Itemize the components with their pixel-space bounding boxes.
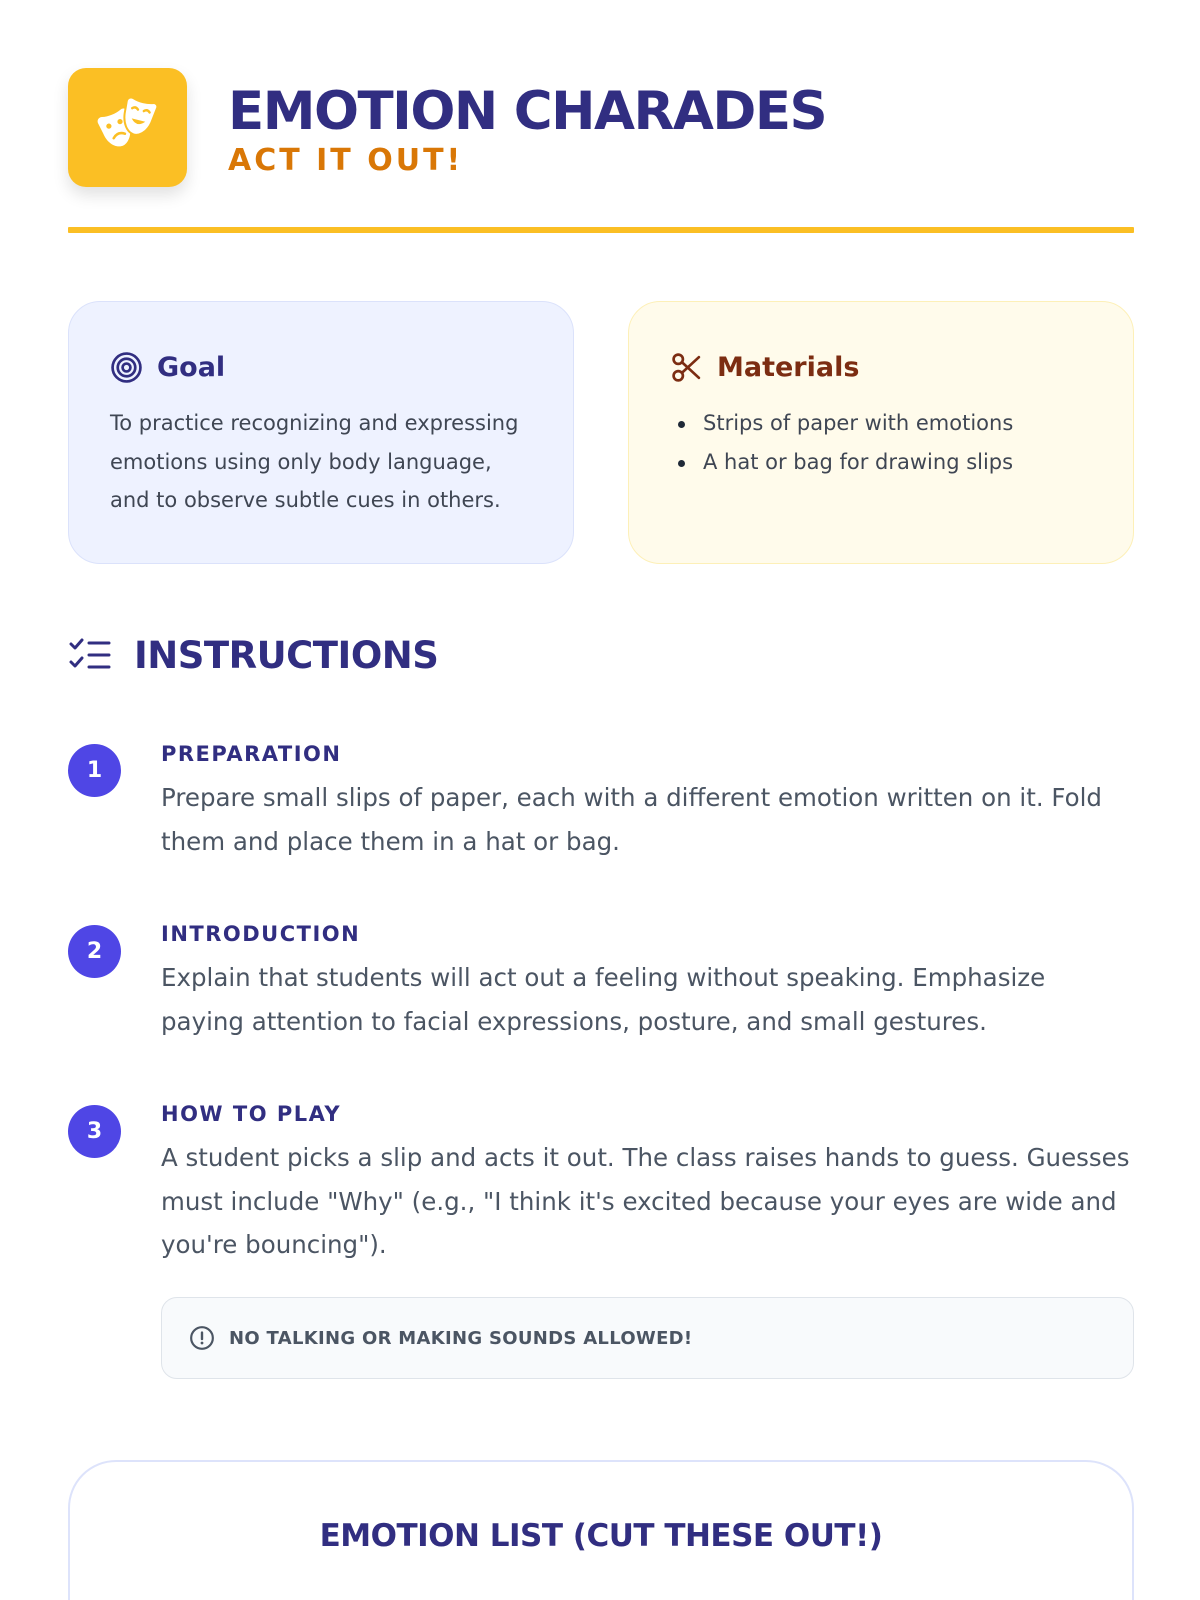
materials-title: Materials xyxy=(717,351,860,383)
goal-text: To practice recognizing and expressing emotions using only body language, and to observe subtle cues in others. xyxy=(110,411,519,512)
step-label: HOW TO PLAY xyxy=(161,1102,342,1126)
instruction-step xyxy=(68,920,1134,1043)
scissors-icon xyxy=(670,351,703,384)
goal-card xyxy=(68,301,574,564)
step-body xyxy=(161,740,1134,863)
header-divider xyxy=(68,227,1134,233)
step-text: Explain that students will act out a feeling without speaking. Emphasize paying attention to facial expressions, posture, and small gestures. xyxy=(161,963,1046,1036)
alert-circle-icon xyxy=(189,1325,215,1351)
step-text: Prepare small slips of paper, each with a different emotion written on it. Fold them and place them in a hat or bag. xyxy=(161,783,1102,856)
materials-card-header xyxy=(670,350,1092,384)
step-number-badge: 1 xyxy=(68,744,121,797)
instruction-step xyxy=(68,1100,1134,1267)
goal-title: Goal xyxy=(157,351,226,383)
title-group xyxy=(228,77,826,179)
materials-list xyxy=(670,404,1092,481)
emotion-list-section xyxy=(68,1460,1134,1600)
step-label: PREPARATION xyxy=(161,742,342,766)
step-body xyxy=(161,920,1134,1043)
notice-text: NO TALKING OR MAKING SOUNDS ALLOWED! xyxy=(229,1327,693,1349)
instructions-heading xyxy=(68,634,438,677)
instruction-step xyxy=(68,740,1134,863)
target-icon xyxy=(110,351,143,384)
step-label: INTRODUCTION xyxy=(161,922,361,946)
rule-notice xyxy=(161,1297,1134,1379)
step-number-badge: 3 xyxy=(68,1105,121,1158)
page-subtitle: ACT IT OUT! xyxy=(228,142,464,178)
checklist-icon xyxy=(68,638,112,674)
theater-masks-icon xyxy=(68,68,187,187)
step-number-badge: 2 xyxy=(68,925,121,978)
materials-card xyxy=(628,301,1134,564)
header xyxy=(68,68,826,187)
step-text: A student picks a slip and acts it out. The class raises hands to guess. Guesses must include "Why" (e.g., "I think it's excited because your eyes are wide and you're bouncing"). xyxy=(161,1143,1130,1259)
materials-item: A hat or bag for drawing slips xyxy=(670,443,1092,482)
goal-card-header xyxy=(110,350,532,384)
instructions-title: INSTRUCTIONS xyxy=(134,634,439,677)
step-body xyxy=(161,1100,1134,1267)
emotion-list-title: EMOTION LIST (CUT THESE OUT!) xyxy=(319,1518,883,1554)
materials-item: Strips of paper with emotions xyxy=(670,404,1092,443)
page-title: EMOTION CHARADES xyxy=(228,80,827,142)
